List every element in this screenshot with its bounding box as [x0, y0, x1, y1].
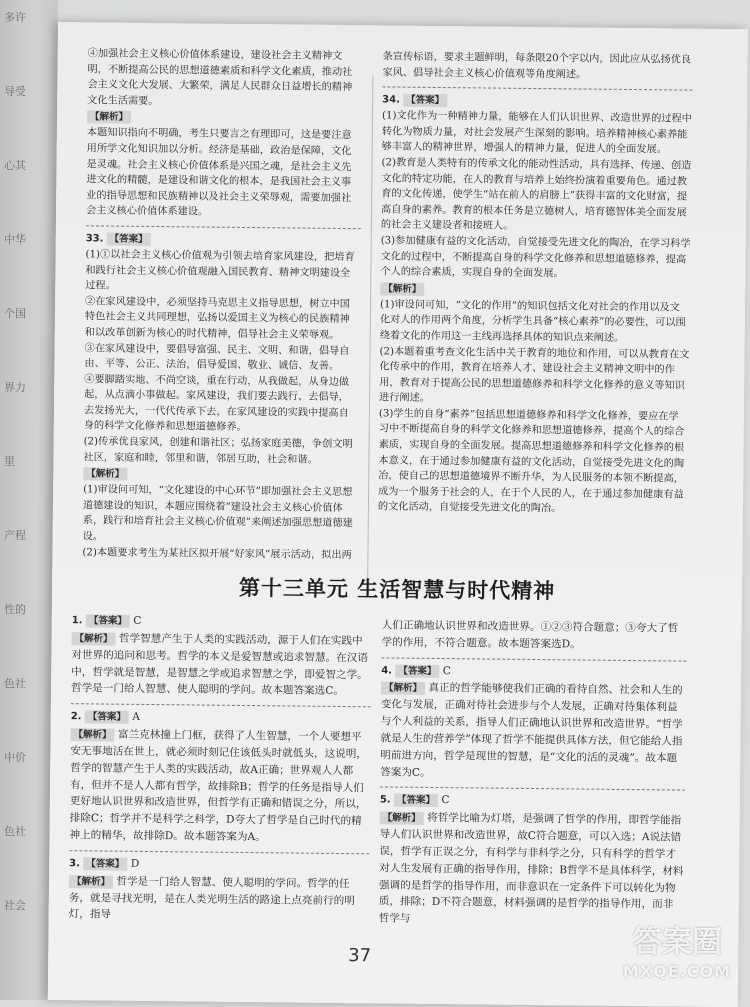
q4-analysis: 真正的哲学能够使我们正确的看待自然、社会和人生的变化与发展，正确对待社会进步与个人发展，正确对待集体利益与个人利益的关系，指导人们正确地认识世界和改造世界。“哲学就是人生的营养学”体现了哲学不能提供具体方法，但它能给人指明前进方向，哲学是现世的智慧，是“文化的活的灵魂”。故本题答案为C。: [380, 682, 683, 779]
q33-answer-1: (1)①以社会主义核心价值观为引领去培育家风建设，把培育和践行社会主义核心价值观融入国民教育、精神文明建设全过程。: [85, 249, 355, 292]
separator: [382, 87, 692, 91]
separator: [86, 225, 361, 229]
q2-analysis: 富兰克林撞上门框，获得了人生智慧，一个人要想平安无事地活在世上，就必须时刻记住该低头时就低头，这说明，哲学的智慧产生于人类的实践活动，故A正确；世界观人人都有，但并不是人人都有哲学，故排除B；哲学的任务是指导人们更好地认识世界和改造世界，但哲学有正确和错误之分，所以，排除C；哲学并不是科学之科学，D夸大了哲学是自己时代的精神上的精华，故排除D。故本题答案为A。: [69, 728, 368, 844]
q33-answer-2: ②在家风建设中，必须坚持马克思主义指导思想，树立中国特色社会主义共同理想，弘扬以爱国主义为核心的民族精神和以改革创新为核心的时代精神，倡导社会主义荣辱观。: [84, 296, 350, 341]
q3-analysis: 哲学是一门给人智慧、使人聪明的学问。哲学的任务，就是寻找光明，是在人类光明生活的路途上点亮前行的明灯，指导: [68, 875, 355, 921]
watermark-main: 答案圈: [632, 925, 722, 960]
q2-answer-label: 【答案】: [85, 711, 129, 724]
q3-number: 3.: [69, 857, 81, 870]
left-column-top: [82, 46, 362, 563]
q5-number: 5.: [379, 794, 391, 806]
q1-answer: C: [133, 614, 142, 627]
page-number: 37: [348, 945, 372, 967]
previous-page-text: 色社: [4, 825, 26, 838]
previous-page-text: 里: [4, 455, 15, 468]
q1-answer-label: 【答案】: [86, 614, 130, 627]
q4-answer: C: [442, 664, 451, 677]
separator: [69, 850, 369, 854]
separator: [71, 703, 371, 707]
q33-answer-label: 【答案】: [107, 232, 151, 245]
column-divider: [367, 75, 373, 580]
q33-answer-4: ④要脚踏实地、不尚空谈，重在行动，从我做起，从身边做起，从点滴小事做起。家风建设，我们要去践行、去倡导，去发扬光大，一代代传承下去，在家风建设的实践中提高自身的科学文化修养和思想道德修养。: [83, 373, 350, 434]
q33-answer-3: ③在家风建设中，要倡导富强、民主、文明、和谐，倡导自由、平等、公正、法治，倡导爱国、敬业、诚信、友善。: [84, 342, 350, 373]
q1-analysis: 哲学智慧产生于人类的实践活动，源于人们在实践中对世界的追问和思考。哲学的本义是爱智慧或追求智慧。在汉语中，哲学就是智慧，是智慧之学或追求智慧之学，即爱智之学。哲学是一门给人智慧、使人聪明的学问。故本题答案选C。: [70, 632, 369, 698]
separator: [380, 787, 685, 791]
q34-number: 34.: [382, 94, 400, 106]
previous-page-text: 导受: [4, 85, 26, 98]
previous-page-text: 性的: [4, 603, 26, 616]
document-page: [48, 22, 748, 1007]
q5-analysis: 将哲学比喻为灯塔，是强调了哲学的作用，即哲学能指导人们认识世界和改造世界，故C符合题意，可以入选；A说法错误，哲学有正误之分，有科学与非科学之分，只有科学的哲学才对人生发展有正确的指导作用，排除；B哲学不是具体科学，材料强调的是哲学的指导作用，而非意识在一定条件下可以转化为物质，排除；D不符合题意，材料强调的是哲学的指导作用，而非哲学与: [378, 812, 684, 925]
q2-analysis-label: 【解析】: [70, 728, 114, 741]
q3-answer: D: [130, 857, 140, 870]
q4-answer-label: 【答案】: [395, 664, 439, 677]
q33-analysis-2: (2)本题要求考生为某社区拟开展“好家风”展示活动，拟出两: [82, 546, 352, 561]
q33-analysis-1: (1)审设问可知，“文化建设的中心环节”即加强社会主义思想道德建设的知识，本题应围绕着“建设社会主义核心价值体系，践行和培育社会主义核心价值观”来阐述加强思想道德建设。: [82, 484, 353, 543]
q34-analysis-2: (2)本题着重考查文化生活中关于教育的地位和作用，可以从教育在文化传承中的作用，教育在培养人才、建设社会主义精神文明中的作用，教育对于提高公民的思想道德修养和科学文化修养的意义等知识进行阐述。: [379, 345, 690, 405]
q5-analysis-label: 【解析】: [380, 812, 424, 825]
right-column-top: [378, 49, 693, 518]
previous-page-text: 个国: [4, 307, 26, 320]
q4-number: 4.: [381, 665, 393, 677]
q1-analysis-label: 【解析】: [71, 632, 115, 645]
previous-page-text: 产程: [4, 529, 26, 542]
q2-answer: A: [132, 711, 140, 724]
q5-answer: C: [441, 794, 450, 807]
q34-analysis-3: (3)学生的自身“素养”包括思想道德修养和科学文化修养，要应在学习中不断提高自身的科学文化修养和思想道德修养，提高个人的综合素质，实现自身的全面发展。提高思想道德修养和科学文化修养的根本意义，在于通过参加健康有益的文化活动，自觉接受先进文化的陶冶，使自己的思想道德境界不断升华，为人民服务的本领不断提高，成为一个服务于社会的人，在于个人民的人，在于通过参加健康有益的文化活动，自觉接受先进文化的陶冶。: [377, 408, 685, 515]
q34-analysis-1: (1)审设问可知，“文化的作用”的知识包括文化对社会的作用以及文化对人的作用两个角度，分析学生具备“核心素养”的必要性，可以围绕着文化的作用这一主线再选择具体的知识点来阐述。: [379, 299, 686, 344]
left-column-bottom: [69, 612, 372, 926]
q32-analysis-label: 【解析】: [87, 111, 131, 124]
previous-page-text: 心其: [4, 159, 26, 172]
right-column-bottom: [379, 617, 687, 930]
previous-page-text: 色社: [4, 677, 26, 690]
q2-number: 2.: [70, 711, 82, 723]
q34-answer-2: (2)教育是人类特有的传承文化的能动性活动，具有选择、传递、创造文化的特定功能，在人的教育与培养上始终扮演着重要角色。通过教育的文化传递，使学生“站在前人的肩膀上”获得丰富的文化财富，提高自身的素养。教育的根本任务是立德树人，培育德智体美全面发展的社会主义建设者和接班人。: [380, 157, 692, 233]
unit-title: 第十三单元 生活智慧与时代精神: [238, 574, 556, 604]
previous-page-text: 多许: [4, 11, 26, 24]
q32-answer-tail: ④加强社会主义核心价值体系建设，建设社会主义精神文明，不断提高公民的思想道德素质和科学文化素质，推动社会主义文化大发展、大繁荣，满足人民群众日益增长的精神文化生活需要。: [87, 48, 353, 107]
q3-analysis-label: 【解析】: [69, 875, 113, 888]
watermark-logo: [612, 924, 742, 994]
q33-analysis-label: 【解析】: [83, 468, 127, 481]
q33-number: 33.: [85, 233, 104, 245]
previous-page-text: 中价: [4, 751, 26, 764]
q4-analysis-label: 【解析】: [381, 682, 425, 695]
separator: [381, 657, 686, 661]
previous-page-text: 社会: [4, 899, 26, 912]
previous-page-text: 界力: [4, 381, 26, 394]
q5-answer-label: 【答案】: [394, 794, 438, 807]
q33-answer-5: (2)传承优良家风，创建和谐社区；弘扬家庭美德，争创文明社区，家庭和睦，邻里和谐，邻居互助，社会和谐。: [83, 436, 353, 466]
q34-answer-label: 【答案】: [403, 94, 447, 107]
q34-analysis-label: 【解析】: [380, 282, 424, 295]
q34-answer-3: (3)参加健康有益的文化活动，自觉接受先进文化的陶冶，在学习科学文化的过程中，不断提高自身的科学文化修养和思想道德修养，提高个人的综合素质，实现自身的全面发展。: [380, 235, 691, 280]
q32-analysis: 本题知识指向不明确，考生只要言之有理即可，这是要注意用所学文化知识加以分析。经济是基础，政治是保障，文化是灵魂。社会主义核心价值体系是兴国之魂，是社会主义先进文化的精髓，是建设和谐文化的根本，是我国社会主义事业的指导思想和民族精神以及社会主义荣辱观，需要加强社会主义核心价值体系建设。: [85, 127, 352, 218]
q34-answer-1: (1)文化作为一种精神力量，能够在人们认识世界、改造世界的过程中转化为物质力量，对社会发展产生深刻的影响。培养精神核心素养能够丰富人的精神世界，增强人的精神力量，促进人的全面发展。: [381, 110, 692, 156]
q3-answer-label: 【答案】: [83, 857, 127, 870]
q33-analysis-tail: 条宣传标语，要求主题鲜明，每条限20个字以内，因此应从弘扬优良家风、倡导社会主义核心价值观等角度阐述。: [382, 51, 692, 81]
q3-analysis-tail: 人们正确地认识世界和改造世界。①②③符合题意；③夸大了哲学的作用，不符合题意。故本题答案选D。: [381, 619, 679, 651]
previous-page-text: 中华: [4, 233, 26, 246]
q1-number: 1.: [71, 615, 83, 627]
watermark-url: MXQE.COM: [622, 962, 732, 981]
